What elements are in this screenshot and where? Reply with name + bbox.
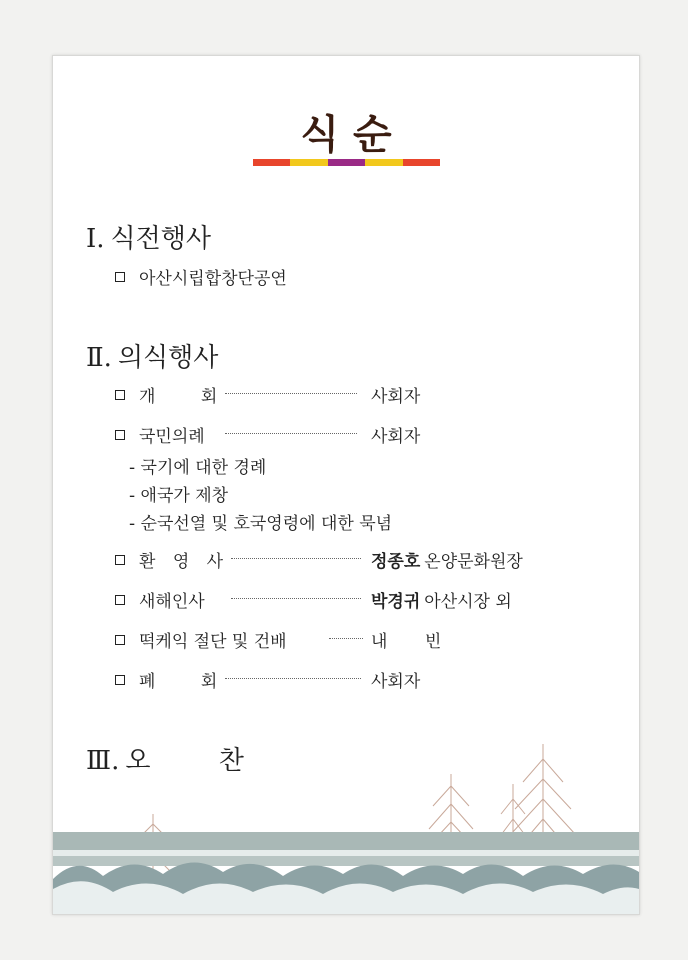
leader-dots bbox=[231, 598, 361, 599]
section-heading bbox=[86, 218, 211, 255]
program-sheet bbox=[52, 55, 640, 915]
checkbox-icon bbox=[115, 635, 125, 645]
section-numeral: Ⅱ. bbox=[86, 343, 112, 373]
item-label: 환 영 사 bbox=[139, 552, 230, 572]
item-label: 떡케익 절단 및 건배 bbox=[139, 632, 287, 652]
item-role bbox=[371, 382, 420, 407]
winter-scene-illustration bbox=[53, 714, 639, 914]
checkbox-icon bbox=[115, 272, 125, 282]
sub-item: - 애국가 제창 bbox=[129, 486, 229, 506]
leader-dots bbox=[225, 393, 357, 394]
item-role-text: 사회자 bbox=[371, 427, 421, 447]
section-numeral: Ⅰ. bbox=[86, 224, 105, 254]
checkbox-icon bbox=[115, 555, 125, 565]
section-numeral: Ⅲ. bbox=[86, 746, 120, 776]
item-role bbox=[371, 422, 420, 447]
item-label: 개 회 bbox=[139, 387, 238, 407]
section-heading bbox=[86, 337, 218, 374]
program-item bbox=[115, 667, 237, 692]
item-label: 국민의례 bbox=[139, 427, 205, 447]
checkbox-icon bbox=[115, 675, 125, 685]
checkbox-icon bbox=[115, 390, 125, 400]
sub-item: - 순국선열 및 호국영령에 대한 묵념 bbox=[129, 514, 393, 534]
item-role-text: 아산시장 외 bbox=[424, 592, 512, 612]
color-band bbox=[403, 159, 440, 166]
sub-item: - 국기에 대한 경례 bbox=[129, 458, 267, 478]
item-label: 아산시립합창단공연 bbox=[139, 269, 287, 289]
section-title: 오 찬 bbox=[125, 746, 274, 776]
checkbox-icon bbox=[115, 430, 125, 440]
program-item bbox=[115, 264, 287, 289]
color-band bbox=[290, 159, 327, 166]
color-band bbox=[365, 159, 402, 166]
item-person: 박경귀 bbox=[371, 592, 421, 612]
item-role bbox=[371, 627, 457, 652]
program-item bbox=[115, 587, 205, 612]
item-role-text: 내 빈 bbox=[371, 632, 458, 652]
leader-dots bbox=[329, 638, 363, 639]
leader-dots bbox=[225, 678, 361, 679]
item-label: 폐 회 bbox=[139, 672, 238, 692]
item-role bbox=[371, 547, 523, 572]
color-band bbox=[328, 159, 365, 166]
program-item bbox=[115, 627, 287, 652]
page-title: 식 순 bbox=[300, 111, 392, 158]
program-item bbox=[115, 547, 229, 572]
program-item bbox=[115, 422, 205, 447]
leader-dots bbox=[225, 433, 357, 434]
item-role-text: 사회자 bbox=[371, 672, 421, 692]
stone-wall-illustration bbox=[53, 832, 639, 914]
title-color-bar bbox=[253, 159, 440, 166]
checkbox-icon bbox=[115, 595, 125, 605]
leader-dots bbox=[231, 558, 361, 559]
item-person: 정종호 bbox=[371, 552, 421, 572]
item-role bbox=[371, 667, 420, 692]
item-role-text: 온양문화원장 bbox=[424, 552, 523, 572]
item-role bbox=[371, 587, 512, 612]
item-label: 새해인사 bbox=[139, 592, 205, 612]
item-role-text: 사회자 bbox=[371, 387, 421, 407]
color-band bbox=[253, 159, 290, 166]
section-title: 의식행사 bbox=[117, 343, 219, 373]
program-item bbox=[115, 382, 237, 407]
section-title: 식전행사 bbox=[110, 224, 212, 254]
